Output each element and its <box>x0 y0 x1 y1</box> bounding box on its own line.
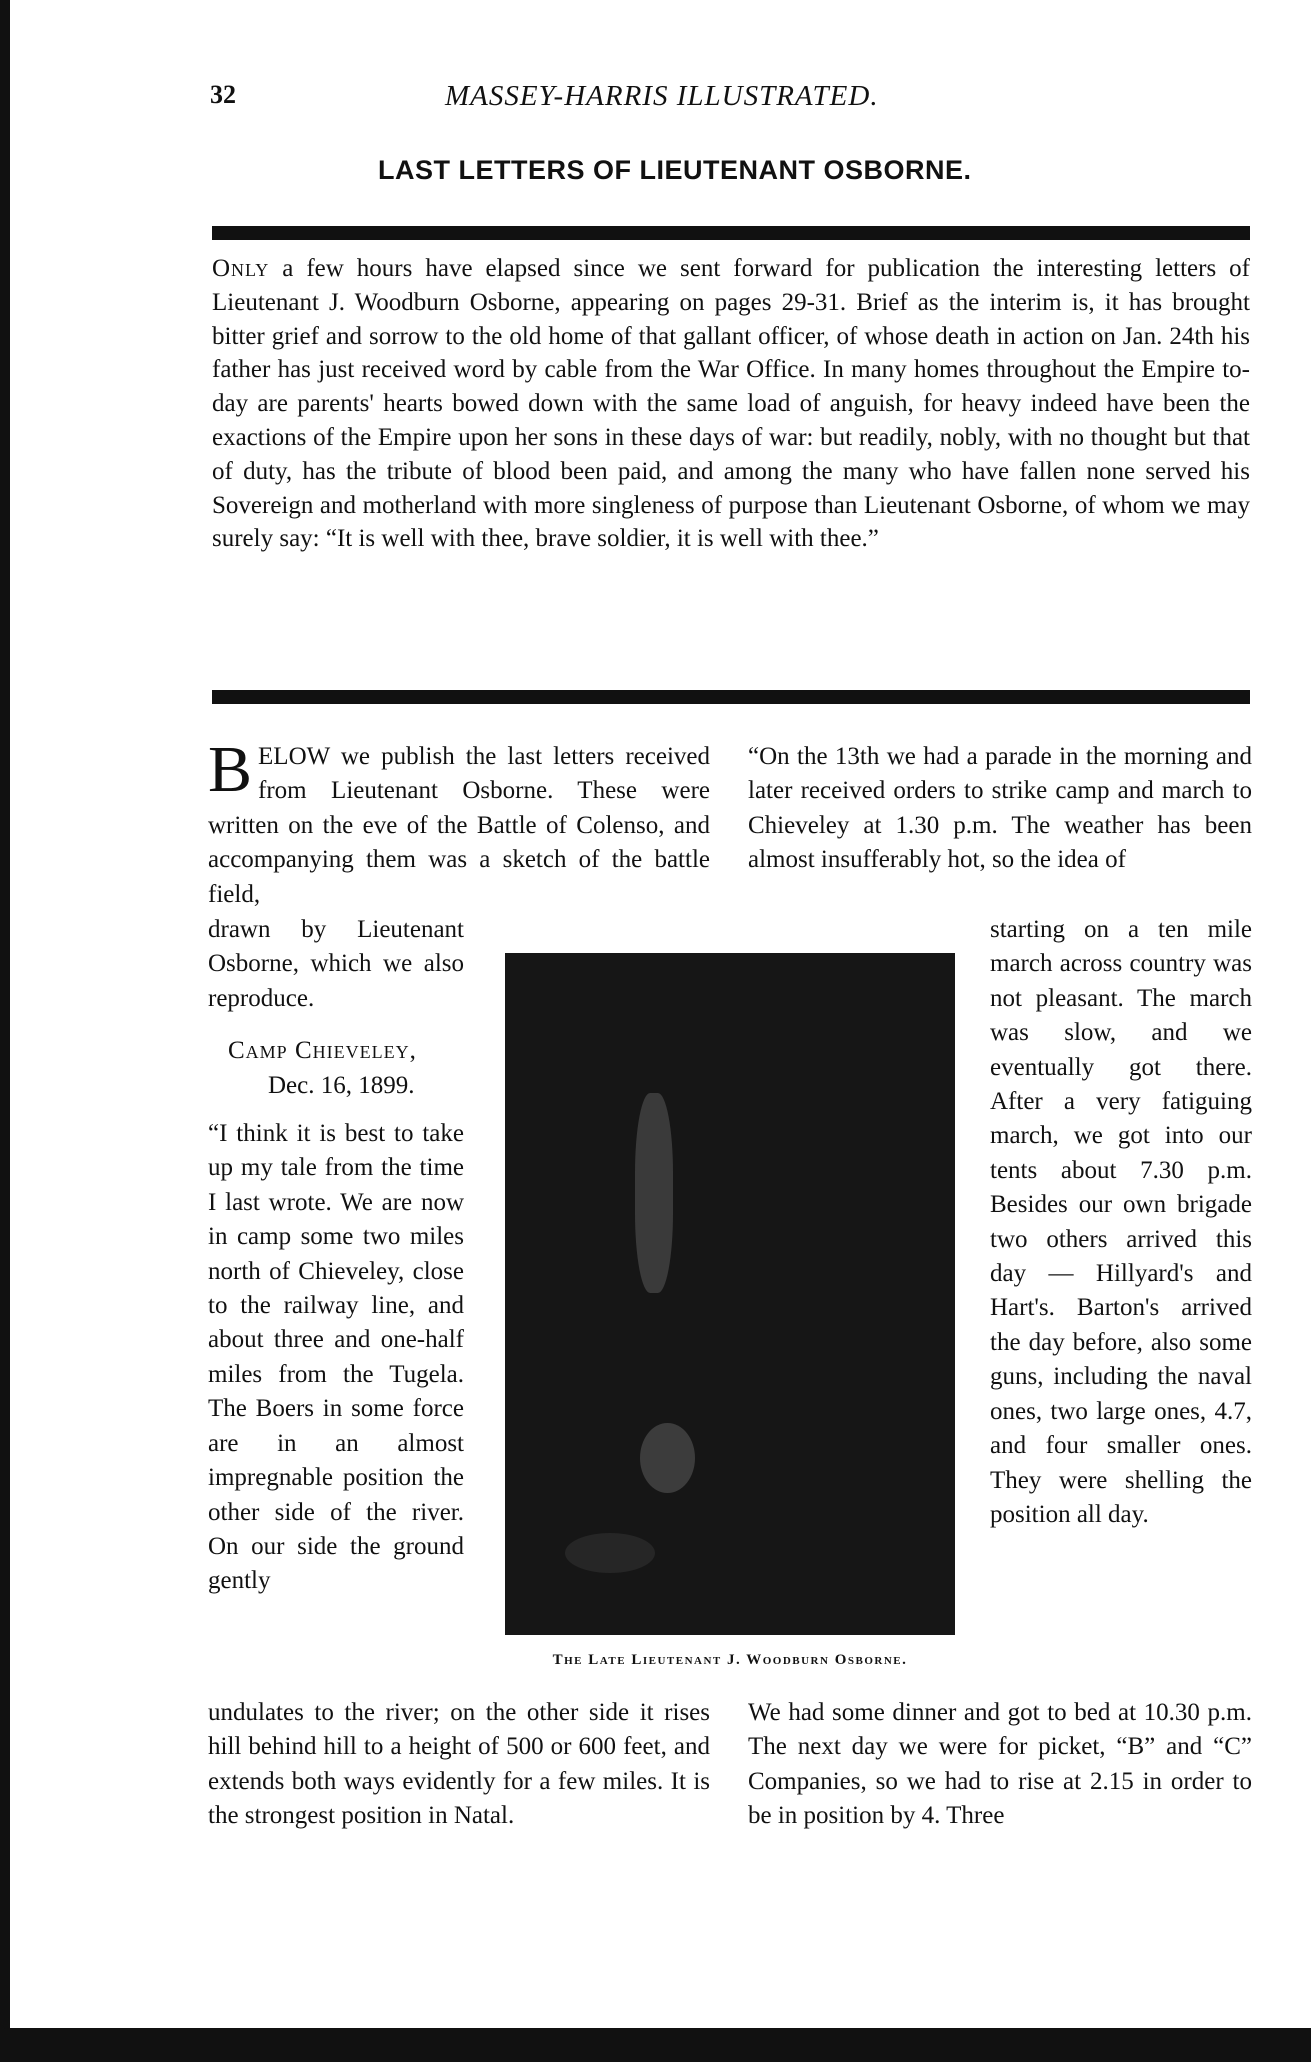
right-beside-photo-text: starting on a ten mile march across country was not pleasant. The march was slow, and we eventually got there. After a very fatiguing march, we got into our tents about 7.30 p.m. Besides our own brigade two others arrived this day — Hillyard's and Hart's. Barton's arrived the day before, also some guns, including the naval ones, two large ones, 4.7, and four smaller ones. They were shelling the position all day. <box>990 916 1252 1528</box>
running-head: MASSEY-HARRIS ILLUSTRATED. <box>445 80 879 112</box>
intro-lead-word: Only <box>212 255 270 282</box>
scan-edge-bottom <box>0 2028 1311 2062</box>
intro-text: a few hours have elapsed since we sent forward for publication the interesting letters of Lieutenant J. Woodburn Osborne, appearing on pages 29-31. Brief as the interim is, it has brought bitter grief and sorrow to the old home of that gallant officer, of whose death in action on Jan. 24th his father has just received word by cable from the War Office. In many homes throughout the Empire to-day are parents' hearts bowed down with the same load of anguish, for heavy indeed have been the exactions of the Empire upon her sons in these days of war: but readily, nobly, with no thought but that of duty, has the tribute of blood been paid, and among the many who have fallen none served his Sovereign and motherland with more singleness of purpose than Lieutenant Osborne, of whom we may surely say: “It is well with thee, brave soldier, it is well with thee.” <box>212 255 1250 553</box>
left-opening-text: ELOW we publish the last letters received from Lieutenant Osborne. These were written on the eve of the Battle of Colenso, and accompanying them was a sketch of the battle field, <box>208 743 710 908</box>
right-column-continued <box>748 1696 1252 1834</box>
portrait-highlight <box>635 1093 673 1293</box>
letter-dateline <box>208 1034 464 1103</box>
photo-caption: The Late Lieutenant J. Woodburn Osborne. <box>552 1652 908 1668</box>
right-column-beside-photo <box>990 913 1252 1532</box>
right-opening-text: “On the 13th we had a parade in the morning and later received orders to strike camp and march to Chieveley at 1.30 p.m. The weather has been almost insufferably hot, so the idea of <box>748 743 1252 874</box>
left-beside-photo-text: drawn by Lieutenant Osborne, which we also reproduce. <box>208 916 464 1012</box>
left-column-beside-photo <box>208 913 464 1599</box>
portrait-highlight <box>565 1533 655 1573</box>
scan-edge-left <box>0 0 10 2062</box>
left-continued-text: undulates to the river; on the other side it rises hill behind hill to a height of 500 or 600 feet, and extends both ways evidently for a few miles. It is the strongest position in Natal. <box>208 1699 710 1830</box>
right-column-opening <box>748 740 1252 878</box>
left-letter-text: “I think it is best to take up my tale from the time I last wrote. We are now in camp some two miles north of Chieveley, close to the railway line, and about three and one-half miles from the Tugela. The Boers in some force are in an almost impregnable position the other side of the river. On our side the ground gently <box>208 1120 464 1595</box>
top-rule <box>212 226 1250 240</box>
left-column-continued <box>208 1696 710 1834</box>
portrait-photo <box>505 953 955 1635</box>
drop-cap: B <box>208 733 253 806</box>
dateline-place: Camp Chieveley, <box>228 1037 417 1065</box>
right-continued-text: We had some dinner and got to bed at 10.30 p.m. The next day we were for picket, “B” and “C” Companies, so we had to rise at 2.15 in order to be in position by 4. Three <box>748 1699 1252 1830</box>
portrait-highlight <box>640 1423 695 1493</box>
left-column-opening <box>208 733 710 912</box>
section-rule <box>212 690 1250 704</box>
article-title: LAST LETTERS OF LIEUTENANT OSBORNE. <box>378 155 972 185</box>
page-number: 32 <box>210 80 236 109</box>
dateline-date: Dec. 16, 1899. <box>268 1071 415 1099</box>
intro-paragraph <box>212 252 1250 556</box>
